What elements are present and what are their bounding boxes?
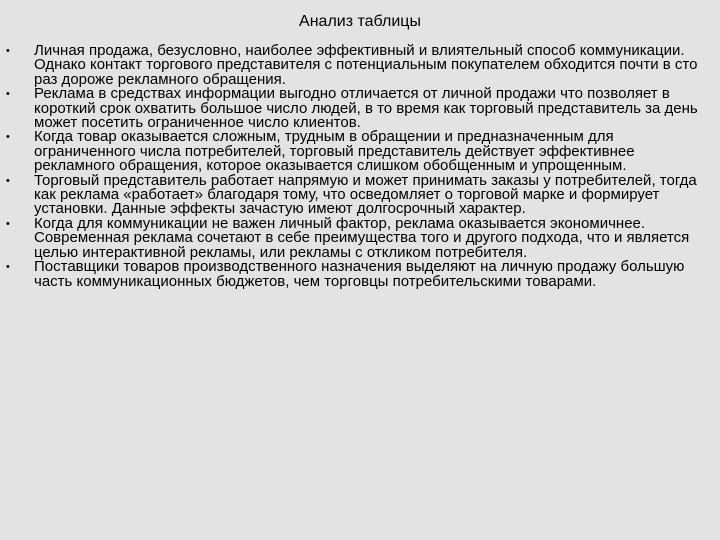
bullet-icon: • (6, 131, 10, 144)
bullet-icon: • (6, 217, 10, 230)
list-item-text: Торговый представитель работает напрямую и может принимать заказы у потребителей, тогда как реклама «работает» благодаря тому, что осведомляет о торговой марке и формирует установки. Данные эффекты зачастую имеют долгосрочный характер. (34, 171, 697, 218)
bullet-icon: • (6, 45, 10, 57)
list-item-text: Когда для коммуникации не важен личный фактор, реклама оказывается экономичнее. Современная реклама сочетают в себе преимущества того и другого подхода, что и является целью интерактивной рекламы, или рекламы с откликом потребителя. (34, 214, 690, 261)
bullet-icon: • (6, 174, 10, 187)
list-item (0, 130, 720, 173)
list-item (0, 44, 720, 87)
list-item (0, 87, 720, 130)
list-item-text: Поставщики товаров производственного назначения выделяют на личную продажу большую часть коммуникационных бюджетов, чем торговцы потребительскими товарами. (34, 258, 685, 290)
slide-title: Анализ таблицы (299, 13, 421, 30)
list-item (0, 260, 720, 289)
bullet-list (0, 44, 720, 289)
list-item-text: Реклама в средствах информации выгодно отличается от личной продажи что позволяет в короткий срок охватить большое число людей, в то время как торговый представитель за день может посетить ограниченное число клиентов. (34, 85, 698, 132)
list-item-text: Личная продажа, безусловно, наиболее эффективный и влиятельный способ коммуникации. Однако контакт торгового представителя с потенциальным покупателем обходится почти в сто раз дороже рекламного обращения. (34, 42, 698, 88)
list-item (0, 171, 720, 218)
bullet-icon: • (6, 261, 10, 274)
bullet-icon: • (6, 88, 10, 101)
list-item-text: Когда товар оказывается сложным, трудным в обращении и предназначенным для ограниченного числа потребителей, торговый представитель действует эффективнее рекламного обращения, которое оказывается слишком обобщенным и упрощенным. (34, 128, 635, 175)
list-item (0, 214, 720, 261)
